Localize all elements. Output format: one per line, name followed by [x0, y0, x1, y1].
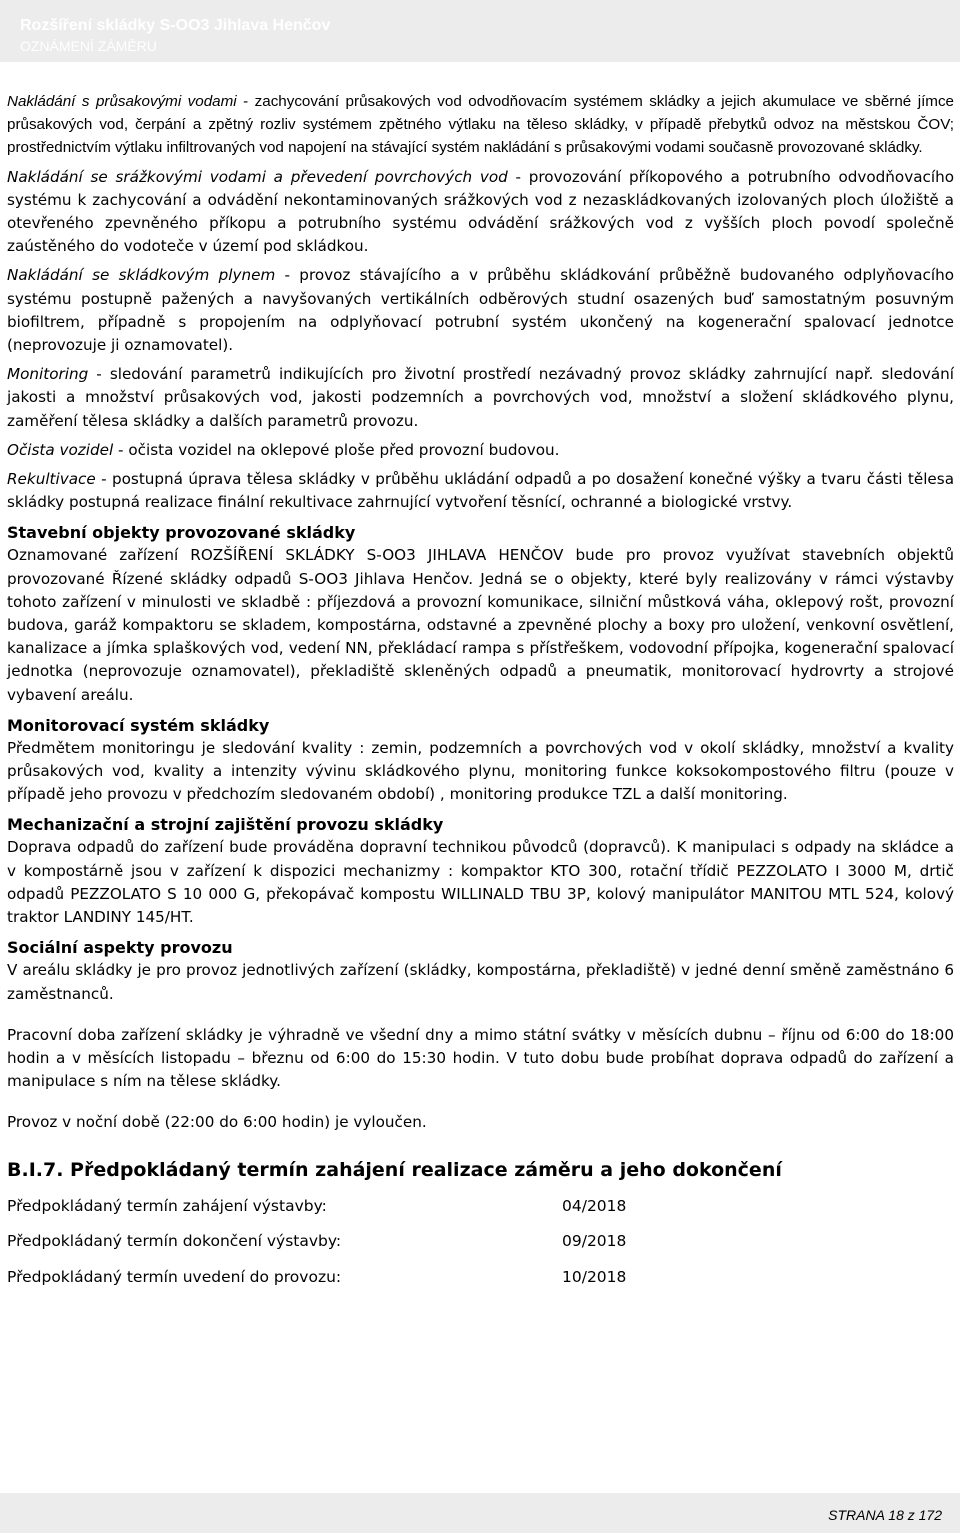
- paragraph-leachate: [7, 90, 954, 160]
- heading-mechanization: Mechanizační a strojní zajištění provozu skládky: [7, 815, 444, 835]
- heading-monitoring-system: Monitorovací systém skládky: [7, 715, 270, 735]
- paragraph-monitoring-system: Předmětem monitoringu je sledování kvality : zemin, podzemních a povrchových vod v okolí skládky, množství a kvality průsakových vod, kvality a intenzity vývinu skládkového plynu, monitoring funkce koksokompostového filtru (pouze v případě jeho provozu v předchozím sledovaném období) , monitoring produkce TZL a další monitoring.: [7, 738, 954, 804]
- paragraph-building-objects: Oznamované zařízení ROZŠÍŘENÍ SKLÁDKY S-OO3 JIHLAVA HENČOV bude pro provoz využívat stavebních objektů provozované Řízené skládky odpadů S-OO3 Jihlava Henčov. Jedná se o objekty, které byly realizovány v rámci výstavby tohoto zařízení v minulosti ve skladbě : příjezdová a provozní komunikace, silniční můstková váha, oklepový rošt, provozní budova, garáž kompaktoru se skladem, kompostárna, odstavné a zpevněné plochy a boxy pro uložení, venkovní osvětlení, kanalizace a jímka splaškových vod, vedení NN, překládací rampa s přístřeškem, vodovodní přípojka, kogenerační spalovací jednotka (neprovozuje oznamovatel), překladiště skleněných odpadů a pneumatik, monitorovací hydrovrty a strojové vybavení areálu.: [7, 546, 954, 704]
- document-title: Rozšíření skládky S-OO3 Jihlava Henčov: [20, 17, 331, 34]
- text-recultivation: - postupná úprava tělesa skládky v průběhu ukládání odpadů a po dosažení konečné výšky a tvaru části tělesa skládky postupná realizace finální rekultivace zahrnující vytvoření těsnící, ochranné a biologické vrstvy.: [7, 470, 954, 512]
- paragraph-stormwater: [7, 166, 954, 259]
- heading-building-objects: Stavební objekty provozované skládky: [7, 523, 356, 543]
- text-landfill-gas: - provoz stávajícího a v průběhu skládkování průběžně budovaného odplyňovacího systému postupně pažených a navyšovaných vertikálních odběrových studní osazených buď samostatným posuvným biofiltrem, případně s propojením na odplyňovací potrubní systém ukončený na kogenerační spalovací jednotce (neprovozuje ji oznamovatel).: [7, 266, 954, 355]
- term-leachate: Nakládání s průsakovými vodami: [7, 93, 237, 110]
- paragraph-recultivation: [7, 468, 954, 514]
- term-vehicle-cleaning: Očista vozidel: [7, 440, 114, 459]
- heading-social-aspects: Sociální aspekty provozu: [7, 938, 233, 958]
- paragraph-monitoring: [7, 363, 954, 433]
- paragraph-vehicle-cleaning: [7, 439, 954, 462]
- paragraph-staffing: V areálu skládky je pro provoz jednotlivých zařízení (skládky, kompostárna, překladiště) v jedné denní směně zaměstnáno 6 zaměstnanců.: [7, 961, 954, 1003]
- text-vehicle-cleaning: - očista vozidel na oklepové ploše před provozní budovou.: [113, 440, 560, 459]
- schedule-label: Předpokládaný termín zahájení výstavby:: [7, 1196, 327, 1215]
- text-stormwater: - provozování příkopového a potrubního odvodňovacího systému k zachycování a odvádění nekontaminovaných srážkových vod z nezaskládkovaných izolovaných ploch úložiště a otevřeného zpevněného příkopu a potrubního systému odvádění srážkových vod z vyšších ploch povodí společně zaústěného do vodoteče v území pod skládkou.: [7, 167, 954, 256]
- page-number: STRANA 18 z 172: [828, 1507, 942, 1523]
- document-subtitle: OZNÁMENÍ ZÁMĚRU: [20, 38, 157, 54]
- term-landfill-gas: Nakládání se skládkovým plynem: [7, 266, 276, 285]
- term-recultivation: Rekultivace: [7, 470, 96, 489]
- footer-bar: [0, 1493, 960, 1533]
- schedule-row-construction-end: [7, 1232, 954, 1268]
- document-body: [7, 90, 954, 1303]
- text-monitoring: - sledování parametrů indikujících pro životní prostředí nezávadný provoz skládky zahrnující např. sledování jakosti a množství průsakových vod, jakosti podzemních a povrchových vod, množství a složení skládkového plynu, zaměření tělesa skládky a dalších parametrů provozu.: [7, 365, 954, 430]
- term-stormwater: Nakládání se srážkovými vodami a převedení povrchových vod: [7, 167, 508, 186]
- term-monitoring: Monitoring: [7, 365, 89, 384]
- schedule-value: 09/2018: [562, 1232, 627, 1251]
- paragraph-night-operation: Provoz v noční době (22:00 do 6:00 hodin) je vyloučen.: [7, 1113, 427, 1132]
- schedule-row-operation-start: [7, 1268, 954, 1304]
- schedule-label: Předpokládaný termín uvedení do provozu:: [7, 1267, 342, 1286]
- heading-schedule: B.I.7. Předpokládaný termín zahájení realizace záměru a jeho dokončení: [7, 1158, 782, 1181]
- paragraph-working-hours: Pracovní doba zařízení skládky je výhradně ve všední dny a mimo státní svátky v měsících dubnu – říjnu od 6:00 do 18:00 hodin a v měsících listopadu – březnu od 6:00 do 15:30 hodin. V tuto dobu bude probíhat doprava odpadů do zařízení a manipulace s ním na tělese skládky.: [7, 1025, 954, 1091]
- schedule-label: Předpokládaný termín dokončení výstavby:: [7, 1232, 342, 1251]
- schedule-value: 10/2018: [562, 1267, 627, 1286]
- schedule-value: 04/2018: [562, 1196, 627, 1215]
- text-leachate: - zachycování průsakových vod odvodňovacím systémem skládky a jejich akumulace ve sběrné jímce průsakových vod, čerpání a zpětný rozliv systémem zpětného výtlaku na těleso skládky, v případě přebytků odvoz na městskou ČOV; prostřednictvím výtlaku infiltrovaných vod napojení na stávající systém nakládání s průsakovými vodami současně provozované skládky.: [7, 93, 954, 157]
- paragraph-landfill-gas: [7, 264, 954, 357]
- header-bar: [0, 0, 960, 62]
- paragraph-mechanization: Doprava odpadů do zařízení bude prováděna dopravní technikou původců (dopravců). K manipulaci s odpady na skládce a v kompostárně jsou v zařízení k dispozici mechanizmy : kompaktor KTO 300, rotační třídič PEZZOLATO I 3000 M, drtič odpadů PEZZOLATO S 10 000 G, překopávač kompostu WILLINALD TBU 3P, kolový manipulátor MANITOU MTL 524, kolový traktor LANDINY 145/HT.: [7, 838, 954, 927]
- schedule-row-construction-start: [7, 1197, 954, 1233]
